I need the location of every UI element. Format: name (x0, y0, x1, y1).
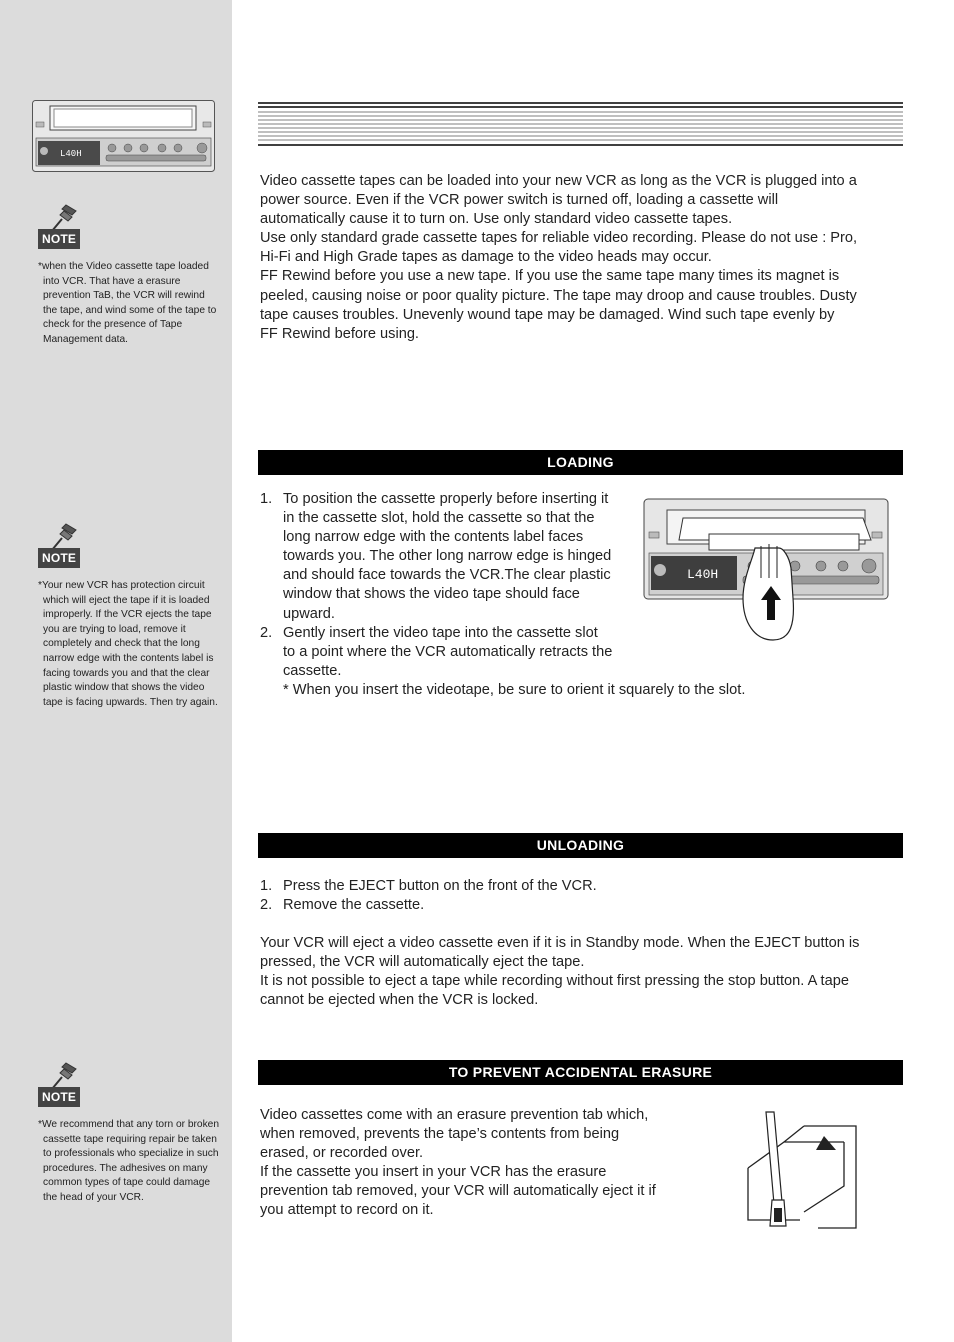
erasure-heading: TO PREVENT ACCIDENTAL ERASURE (258, 1060, 903, 1085)
note-text: *We recommend that any torn or broken cassette tape requiring repair be taken to professionals who specialize in such procedures. The adhesives on many common types of tape could damage the head of your VCR. (38, 1119, 220, 1203)
header-rule (258, 102, 903, 148)
list-item: 2. Remove the cassette. (260, 897, 425, 914)
intro-paragraph: Video cassette tapes can be loaded into your new VCR as long as the VCR is plugged into a power source. Even if the VCR power switch is turned off, loading a cassette will automatically cause it to turn on. Use only standard video cassette tapes. Use only standard grade cassette tapes for reliable video recording. Please do not use : Pro, Hi-Fi and High Grade tapes as damage to the video heads may occur. FF Rewind before you use a new tape. If you use the same tape many times its magnet is peeled, causing noise or poor quality picture. The tape may droop and cause troubles. Dusty tape causes troubles. Unevenly wound tape may be damaged. Wind such tape evenly by FF Rewind before using. (260, 173, 858, 342)
erasure-paragraph: Video cassettes come with an erasure prevention tab which, when removed, prevents the tape’s contents from being erased, or recorded over. If the cassette you insert in your VCR has the erasure prevention tab removed, your VCR will automatically eject it if you attempt to record on it. (260, 1107, 656, 1219)
note-text: *Your new VCR has protection circuit which will eject the tape if it is loaded improperly. If the VCR ejects the tape you are trying to load, remove it completely and check that the long narrow edge with the contents label is facing towards you and that the clear plastic window that shows the video tape is facing upwards. Then try again. (38, 580, 218, 708)
sidebar (0, 0, 232, 1342)
note-label: NOTE (38, 548, 80, 568)
list-item: 2. Gently insert the video tape into the cassette slot (260, 624, 598, 641)
note-1 (38, 203, 218, 345)
note-label: NOTE (38, 229, 80, 249)
note-text: *when the Video cassette tape loaded into VCR. That have a erasure prevention TaB, the VCR will rewind the tape, and wind some of the tape to check for the presence of Tape Management data. (38, 261, 217, 345)
list-item: 1. Press the EJECT button on the front of the VCR. (260, 878, 597, 894)
note-3 (38, 1061, 220, 1203)
loading-heading: LOADING (258, 450, 903, 475)
cassette-insert-illustration (643, 498, 889, 642)
vcr-front-panel-illustration (32, 100, 215, 172)
unloading-steps (260, 877, 597, 915)
thumb-display-readout: L40H (60, 149, 82, 159)
unloading-paragraph: Your VCR will eject a video cassette even if it is in Standby mode. When the EJECT button is pressed, the VCR will automatically eject the tape. It is not possible to eject a tape while recording without first pressing the stop button. A tape cannot be ejected when the VCR is locked. (260, 935, 860, 1009)
illustration-display-readout: L40H (687, 567, 719, 582)
erasure-tab-illustration (744, 1108, 860, 1230)
list-item: 1. To position the cassette properly before inserting it (260, 491, 609, 507)
loading-steps: 1. To position the cassette properly before inserting it in the cassette slot, hold the cassette so that the long narrow edge with the contents label faces towards you. The other long narrow edge is hinged and should face towards the VCR.The clear plastic window that shows the video tape should face upward. 2. Gently insert the video tape into the cassette slot to a point where the VCR automatically retracts the cassette. * When you insert the videotape, be sure to orient it squarely to the slot. (260, 491, 746, 698)
unloading-heading: UNLOADING (258, 833, 903, 858)
note-2 (38, 522, 218, 708)
note-label: NOTE (38, 1087, 80, 1107)
